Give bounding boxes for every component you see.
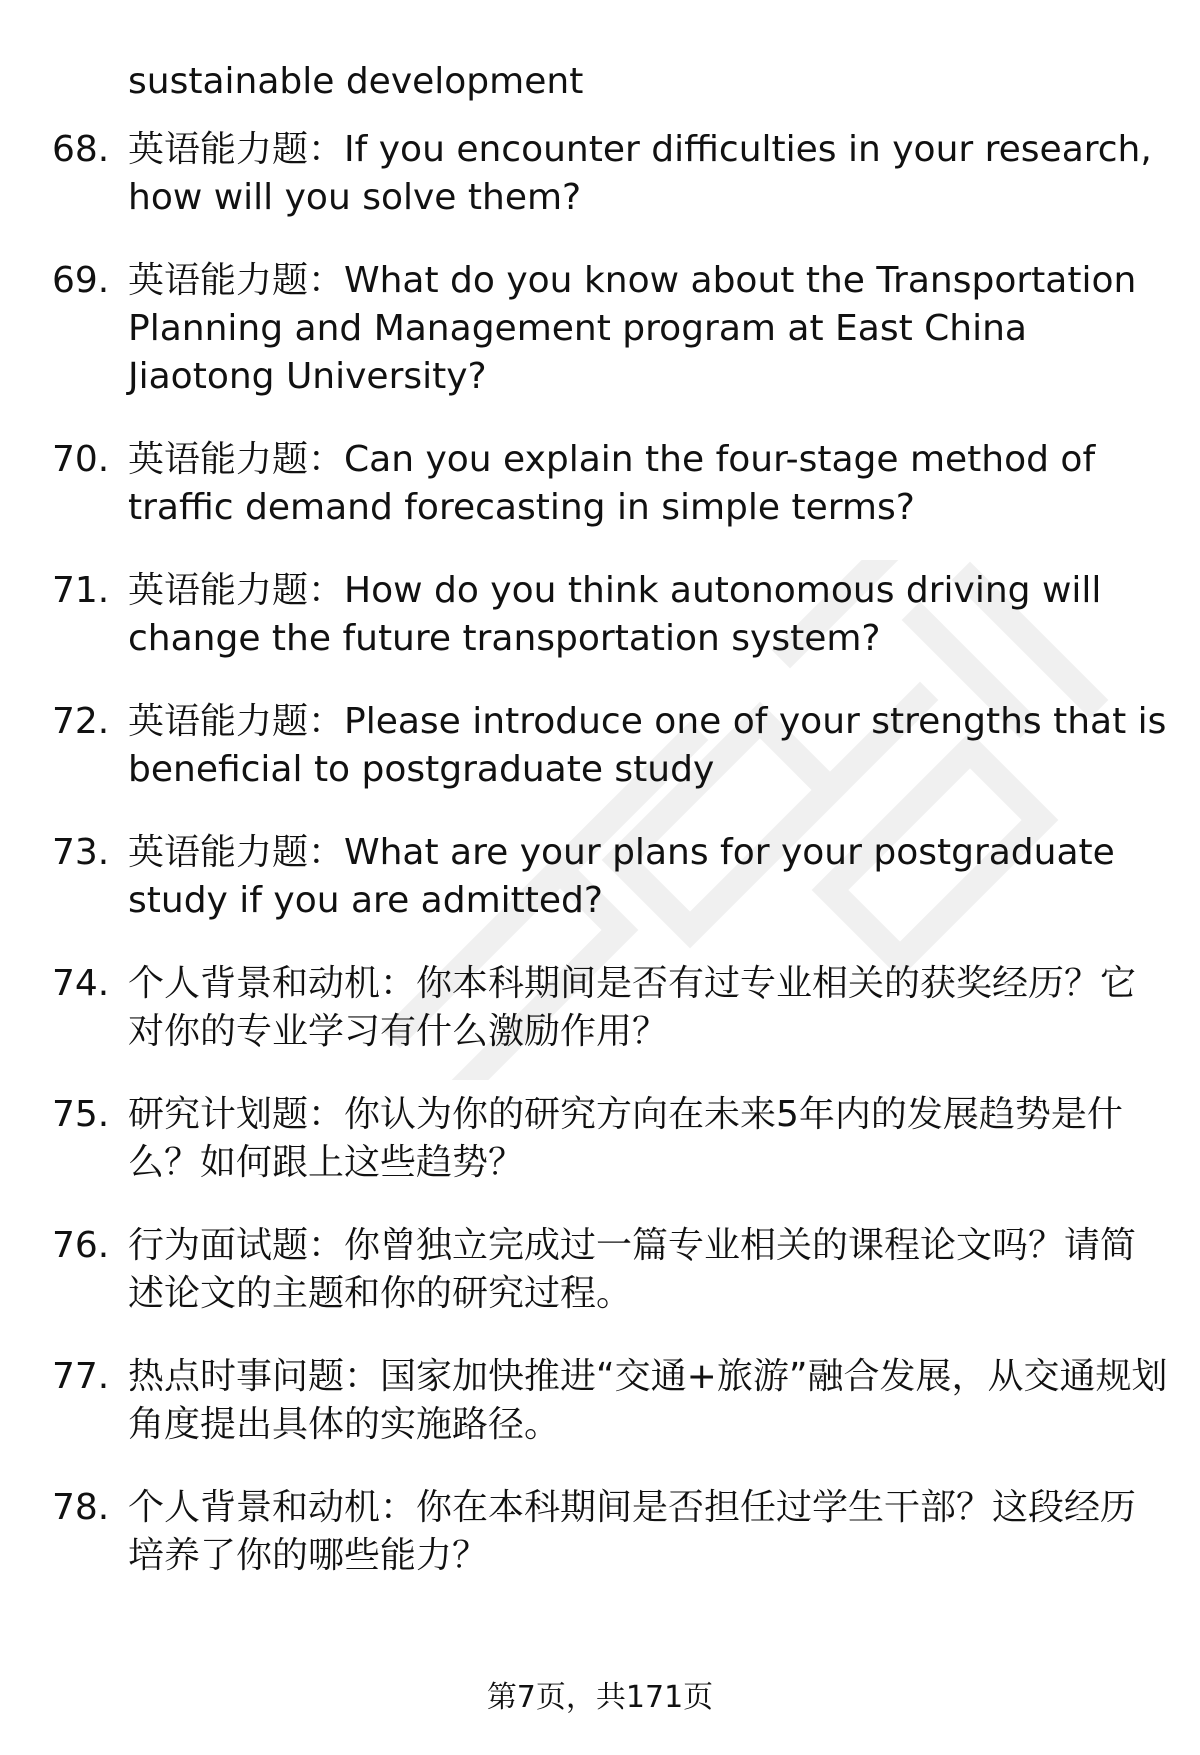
question-item xyxy=(0,1484,1168,1580)
question-number: 71. xyxy=(52,570,110,611)
question-number: 77. xyxy=(52,1356,110,1397)
page-footer: 第7页，共171页 xyxy=(486,1680,714,1715)
question-text: 研究计划题：你认为你的研究方向在未来5年内的发展趋势是什么？如何跟上这些趋势？ xyxy=(128,1094,1123,1183)
question-text: 个人背景和动机：你在本科期间是否担任过学生干部？这段经历培养了你的哪些能力？ xyxy=(128,1487,1137,1576)
question-number: 73. xyxy=(52,832,110,873)
continuation-text: sustainable development xyxy=(128,61,584,102)
question-text: 英语能力题：What do you know about the Transportation Planning and Management program at East China Jiaotong University? xyxy=(128,260,1137,397)
question-number: 69. xyxy=(52,260,110,301)
question-number: 76. xyxy=(52,1225,110,1266)
question-text: 英语能力题：What are your plans for your postgraduate study if you are admitted? xyxy=(128,832,1115,921)
question-item xyxy=(0,698,1168,794)
question-list xyxy=(0,126,1200,1615)
question-number: 75. xyxy=(52,1094,110,1135)
question-item xyxy=(0,436,1168,532)
question-text: 热点时事问题：国家加快推进“交通+旅游”融合发展，从交通规划角度提出具体的实施路径。 xyxy=(128,1356,1168,1445)
question-item xyxy=(0,126,1168,222)
question-text: 英语能力题：Can you explain the four-stage method of traffic demand forecasting in simple terms? xyxy=(128,439,1096,528)
question-number: 78. xyxy=(52,1487,110,1528)
question-text: 个人背景和动机：你本科期间是否有过专业相关的获奖经历？它对你的专业学习有什么激励作用？ xyxy=(128,963,1137,1052)
question-text: 英语能力题：Please introduce one of your strengths that is beneficial to postgraduate study xyxy=(128,701,1167,790)
question-item xyxy=(0,1091,1168,1187)
question-item xyxy=(0,1222,1168,1318)
question-number: 72. xyxy=(52,701,110,742)
question-item xyxy=(0,829,1168,925)
question-item xyxy=(0,960,1168,1056)
question-text: 英语能力题：If you encounter difficulties in your research, how will you solve them? xyxy=(128,129,1152,218)
question-number: 68. xyxy=(52,129,110,170)
question-item xyxy=(0,1353,1168,1449)
question-number: 70. xyxy=(52,439,110,480)
question-item xyxy=(0,257,1168,401)
question-text: 英语能力题：How do you think autonomous driving will change the future transportation system? xyxy=(128,570,1102,659)
question-number: 74. xyxy=(52,963,110,1004)
question-text: 行为面试题：你曾独立完成过一篇专业相关的课程论文吗？请简述论文的主题和你的研究过程。 xyxy=(128,1225,1137,1314)
question-item xyxy=(0,567,1168,663)
